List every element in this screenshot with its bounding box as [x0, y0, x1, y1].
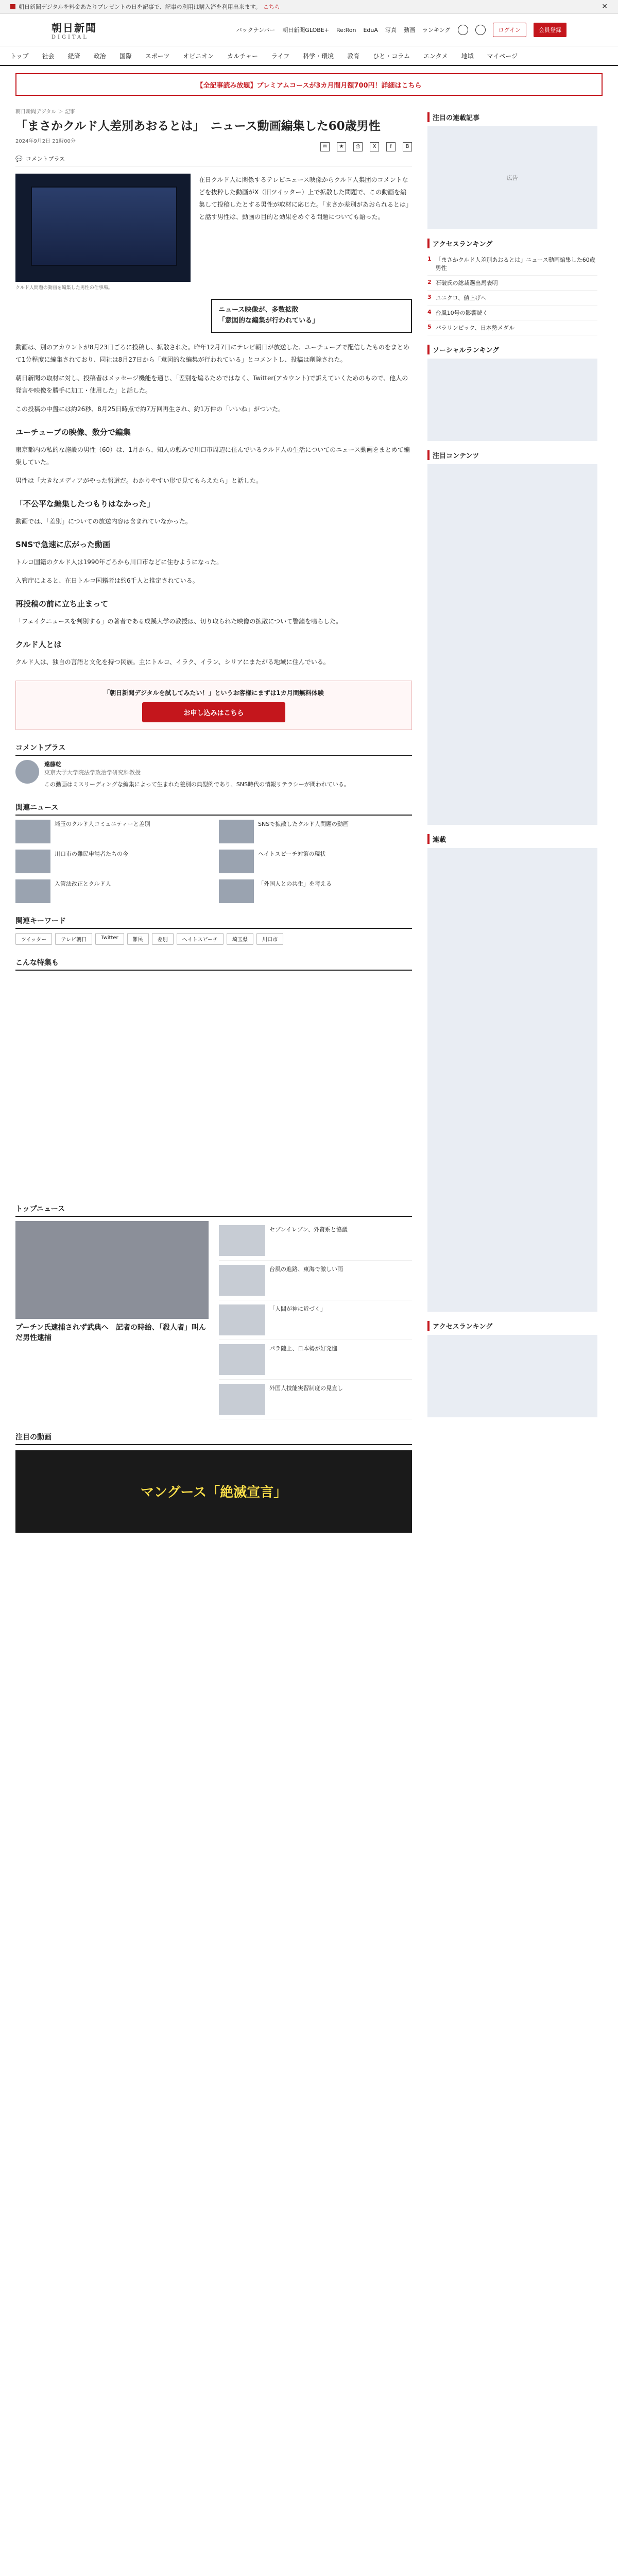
- related-item-title: 川口市の難民申請者たちの今: [55, 850, 128, 857]
- search-icon[interactable]: [458, 25, 468, 35]
- related-item-title: ヘイトスピーチ対策の現状: [258, 850, 326, 857]
- top-news-item-title: 外国人技能実習制度の見直し: [269, 1384, 343, 1392]
- ad-slot[interactable]: 広告: [427, 126, 597, 229]
- avatar: [15, 760, 39, 784]
- article-paragraph: 「フェイクニュースを判別する」の著者である成蹊大学の教授は、切り取られた映像の拡散について警鐘を鳴らした。: [15, 617, 342, 625]
- related-item-title: 「外国人との共生」を考える: [258, 880, 332, 887]
- related-item-title: SNSで拡散したクルド人問題の動画: [258, 820, 349, 827]
- top-news-thumb: [219, 1344, 265, 1375]
- related-thumb: [15, 820, 50, 843]
- related-title: 関連ニュース: [15, 802, 412, 816]
- cta-button[interactable]: お申し込みはこちら: [142, 702, 285, 722]
- gnav-item[interactable]: 国際: [119, 52, 132, 60]
- top-news-title: トップニュース: [15, 1204, 412, 1217]
- related-item[interactable]: [219, 820, 412, 843]
- related-item[interactable]: [15, 820, 209, 843]
- notice-bar: [0, 0, 618, 14]
- site-logo[interactable]: 朝日新聞 DIGITAL: [52, 22, 97, 40]
- gnav-item[interactable]: トップ: [10, 52, 29, 60]
- comment-section-title: コメントプラス: [15, 742, 412, 756]
- facebook-share-icon[interactable]: f: [386, 142, 396, 151]
- site-header: [0, 14, 618, 46]
- register-button[interactable]: 会員登録: [534, 23, 566, 37]
- subhead-box-tag: ニュース映像が、多数拡散: [218, 306, 299, 314]
- header-nav: [236, 23, 566, 37]
- header-nav-item[interactable]: 朝日新聞GLOBE+: [282, 27, 329, 33]
- related-item[interactable]: [219, 879, 412, 903]
- side-ranking-title: アクセスランキング: [427, 239, 597, 248]
- header-nav-item[interactable]: EduA: [363, 26, 378, 33]
- top-news-item[interactable]: [219, 1261, 412, 1300]
- print-icon[interactable]: ⎙: [353, 142, 363, 151]
- header-nav-item[interactable]: ランキング: [422, 27, 451, 33]
- keyword-tag[interactable]: 難民: [127, 933, 149, 945]
- video-title: 注目の動画: [15, 1432, 412, 1445]
- gnav-item[interactable]: 教育: [347, 52, 360, 60]
- comment-author[interactable]: 遠藤乾: [44, 760, 61, 768]
- gnav-item[interactable]: ライフ: [271, 52, 290, 60]
- article-paragraph: クルド人は、独自の言語と文化を持つ民族。主にトルコ、イラク、イラン、シリアにまたがる地域に住んでいる。: [15, 658, 330, 666]
- social-ranking-area: [427, 359, 597, 441]
- comment-plus-bar[interactable]: [15, 151, 412, 166]
- related-item-title: 入管法改正とクルド人: [55, 880, 111, 887]
- ranking-item[interactable]: 5 パラリンピック、日本勢メダル: [427, 320, 597, 335]
- top-news-item-title: パラ陸上、日本勢が好発進: [269, 1345, 337, 1352]
- top-news-item-title: 「人間が神に近づく」: [269, 1305, 326, 1312]
- ranking-item[interactable]: 2 石破氏の総裁選出馬表明: [427, 276, 597, 291]
- breadcrumb[interactable]: 朝日新聞デジタル ＞ 記事: [15, 109, 75, 115]
- subhead-box-text: 「意図的な編集が行われている」: [218, 316, 319, 325]
- article-title: 「まさかクルド人差別あおるとは」 ニュース動画編集した60歳男性: [15, 119, 381, 133]
- ranking-carousel[interactable]: [427, 1335, 597, 1417]
- related-item[interactable]: [15, 850, 209, 873]
- hatena-share-icon[interactable]: B: [403, 142, 412, 151]
- comment-text: この動画はミスリーディングな編集によって生まれた差別の典型例であり、SNS時代の情報リテラシーが問われている。: [44, 781, 350, 788]
- comment-icon: 💬: [15, 155, 23, 162]
- article-paragraph: 朝日新聞の取材に対し、投稿者はメッセージ機能を通じ、「差別を煽るためではなく、Twitter(アカウント)で訴えていくためのもので、他人の発言や映像を勝手に加工・使用した」と話した。: [15, 374, 408, 394]
- article-subheading: ユーチューブの映像、数分で編集: [15, 427, 131, 437]
- notice-contents-area: [427, 464, 597, 825]
- video-banner[interactable]: マングース「絶滅宣言」: [15, 1450, 412, 1533]
- user-icon[interactable]: [475, 25, 486, 35]
- series-area: [427, 848, 597, 1312]
- article-paragraph: この投稿の中盤には約26秒、8月25日時点で約7万回再生され、約1万件の「いいね」がついた。: [15, 405, 285, 413]
- related-thumb: [15, 879, 50, 903]
- mail-icon[interactable]: ✉: [320, 142, 330, 151]
- ranking-item[interactable]: 3 ユニクロ、値上げへ: [427, 291, 597, 306]
- gnav-item[interactable]: 経済: [67, 52, 80, 60]
- article-subheading: クルド人とは: [15, 639, 62, 649]
- comment-card: [15, 760, 412, 790]
- photo-caption: クルド人問題の動画を編集した男性の仕事場。: [15, 285, 113, 291]
- comment-role: 東京大学大学院法学政治学研究科教授: [44, 769, 141, 776]
- top-news-thumb: [219, 1384, 265, 1415]
- notice-link[interactable]: こちら: [263, 4, 280, 10]
- article-date: 2024年9月2日 21時00分: [15, 139, 76, 145]
- keyword-tag[interactable]: ヘイトスピーチ: [177, 933, 224, 945]
- x-share-icon[interactable]: X: [370, 142, 379, 151]
- header-nav-item[interactable]: バックナンバー: [236, 27, 276, 33]
- header-nav-item[interactable]: 写真: [385, 27, 397, 33]
- article-lead: 在日クルド人に関係するテレビニュース映像からクルド人集団のコメントなどを抜粋した動画がX（旧ツイッター）上で拡散した問題で、この動画を編集して投稿したとする男性が取材に応じた。「まさか差別があおられるとは」と話す男性は、動画の目的と効果をめぐる問題についても語った。: [199, 176, 413, 221]
- gnav-item[interactable]: オピニオン: [183, 52, 214, 60]
- related-item-title: 埼玉のクルド人コミュニティーと差別: [55, 820, 150, 827]
- article-subheading: SNSで急速に広がった動画: [15, 539, 111, 549]
- cta-text: 「朝日新聞デジタルを試してみたい！」というお客様にまずは1カ月間無料体験: [104, 689, 324, 697]
- keywords-title: 関連キーワード: [15, 916, 412, 929]
- top-news-thumb: [219, 1225, 265, 1256]
- article-paragraph: トルコ国籍のクルド人は1990年ごろから川口市などに住むようになった。: [15, 558, 223, 566]
- top-news-item[interactable]: [219, 1300, 412, 1340]
- login-button[interactable]: ログイン: [493, 23, 526, 37]
- article-photo[interactable]: [15, 174, 191, 282]
- ranking-item[interactable]: 4 台風10号の影響続く: [427, 306, 597, 320]
- related-item[interactable]: [219, 850, 412, 873]
- keyword-tag[interactable]: 川口市: [256, 933, 283, 945]
- ranking-item[interactable]: 1 「まさかクルド人差別あおるとは」ニュース動画編集した60歳男性: [427, 252, 597, 276]
- top-news-main[interactable]: [15, 1221, 209, 1419]
- top-news-headline: プーチン氏逮捕されず武典へ 記者の時給、「殺人者」叫んだ男性逮捕: [15, 1323, 206, 1342]
- gnav-item[interactable]: 政治: [93, 52, 106, 60]
- trial-cta: [15, 681, 412, 730]
- top-news-thumb: [219, 1265, 265, 1296]
- keyword-list: [15, 933, 412, 945]
- article-main: [10, 103, 417, 1533]
- keyword-tag[interactable]: 埼玉県: [227, 933, 253, 945]
- related-thumb: [219, 820, 254, 843]
- related-thumb: [15, 850, 50, 873]
- gnav-item[interactable]: マイページ: [487, 52, 518, 60]
- keyword-tag[interactable]: Twitter: [95, 933, 124, 945]
- top-news-item[interactable]: [219, 1221, 412, 1261]
- article-paragraph: 動画は、別のアカウントが8月23日ごろに投稿し、拡散された。昨年12月7日にテレビ朝日が放送した、ユーチューブで配信したものをまとめて1分程度に編集されており、同社は8月27日から「意図的な編集が行われている」とコメントし、投稿は削除された。: [15, 343, 409, 363]
- related-thumb: [219, 879, 254, 903]
- notice-text: 朝日新聞デジタルを料金あたりプレゼントの日を記事で、記事の利用は購入済を利用出来ます。: [19, 4, 261, 10]
- global-nav: [0, 46, 618, 66]
- bookmark-icon[interactable]: ★: [337, 142, 346, 151]
- notice-icon: [10, 4, 15, 9]
- close-icon[interactable]: ✕: [602, 3, 608, 11]
- gnav-item[interactable]: ひと・コラム: [373, 52, 410, 60]
- promo-banner[interactable]: 【全記事読み放題】プレミアムコースが3カ月間月額700円！詳細はこちら: [15, 73, 603, 96]
- feature-title: こんな特集も: [15, 957, 412, 971]
- article-subheading: 「不公平な編集したつもりはなかった」: [15, 499, 155, 509]
- top-news-item[interactable]: [219, 1380, 412, 1419]
- header-nav-item[interactable]: 動画: [403, 27, 415, 33]
- sidebar: [427, 103, 597, 1533]
- top-news-item-title: セブンイレブン、外資系と協議: [269, 1226, 348, 1233]
- related-thumb: [219, 850, 254, 873]
- article-paragraph: 動画では、「差別」についての放送内容は含まれていなかった。: [15, 517, 192, 525]
- article-paragraph: 入管庁によると、在日トルコ国籍者は約6千人と推定されている。: [15, 577, 199, 584]
- gnav-item[interactable]: 社会: [42, 52, 55, 60]
- related-item[interactable]: [15, 879, 209, 903]
- article-paragraph: 東京都内の私的な施設の男性（60）は、1月から、知人の頼みで川口市周辺に住んでいるクルド人の生活についてのニュース動画をまとめて編集していた。: [15, 446, 410, 466]
- feature-area: [15, 975, 412, 1191]
- subhead-box: [211, 299, 412, 333]
- keyword-tag[interactable]: ツイッター: [15, 933, 52, 945]
- gnav-item[interactable]: 科学・環境: [303, 52, 334, 60]
- top-news-item-title: 台風の進路、東海で激しい雨: [269, 1265, 343, 1273]
- top-news-photo: [15, 1221, 209, 1319]
- side-social-title: ソーシャルランキング: [427, 345, 597, 354]
- header-nav-item[interactable]: Re:Ron: [336, 26, 356, 33]
- keyword-tag[interactable]: テレビ朝日: [55, 933, 92, 945]
- comment-plus-label: コメントプラス: [25, 156, 65, 163]
- gnav-item[interactable]: エンタメ: [423, 52, 448, 60]
- side-notice-title: 注目コンテンツ: [427, 450, 597, 460]
- gnav-item[interactable]: カルチャー: [227, 52, 258, 60]
- article-paragraph: 男性は「大きなメディアがやった報道だ。わかりやすい形で見てもらえたら」と話した。: [15, 477, 263, 484]
- side-attention-title: 注目の連載記事: [427, 112, 597, 122]
- gnav-item[interactable]: 地域: [461, 52, 474, 60]
- side-ranking-title-2: アクセスランキング: [427, 1321, 597, 1331]
- gnav-item[interactable]: スポーツ: [145, 52, 170, 60]
- side-series-title: 連載: [427, 834, 597, 844]
- top-news-item[interactable]: [219, 1340, 412, 1380]
- top-news-thumb: [219, 1304, 265, 1335]
- article-subheading: 再投稿の前に立ち止まって: [15, 599, 109, 608]
- keyword-tag[interactable]: 差別: [152, 933, 174, 945]
